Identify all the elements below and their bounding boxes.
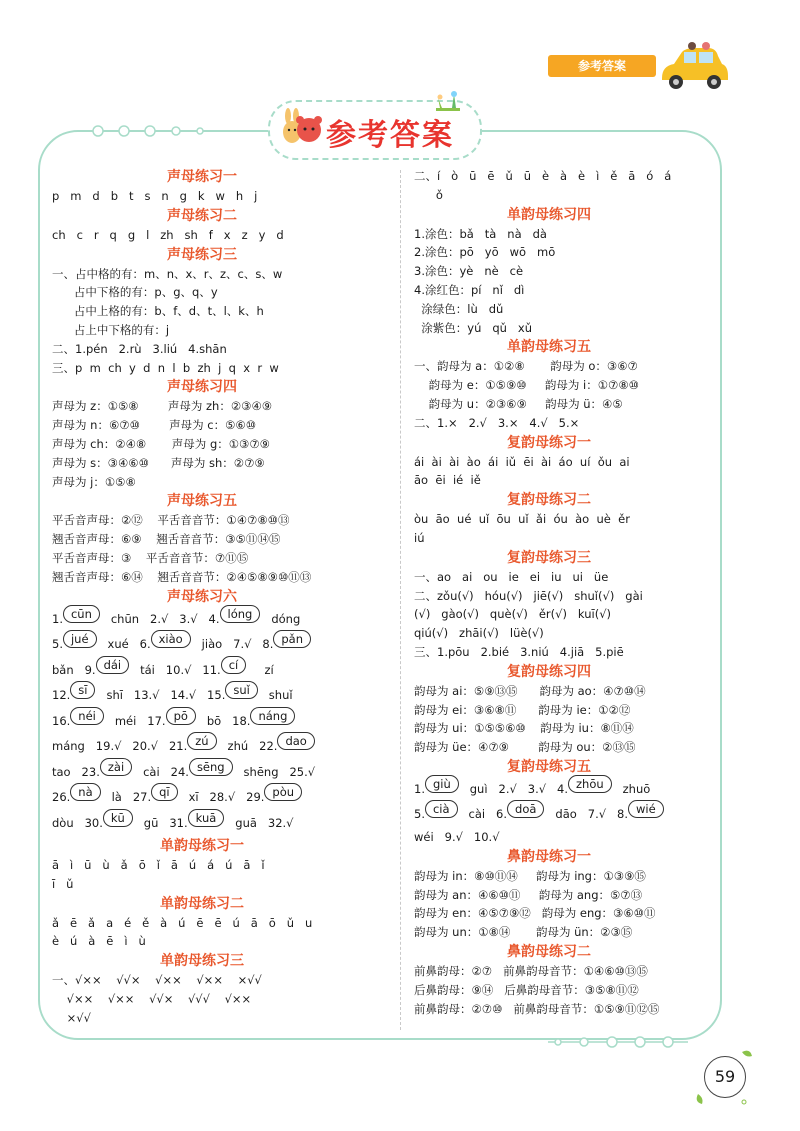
section-heading: 声母练习四	[167, 379, 237, 396]
answer-text: ǒ	[414, 187, 443, 202]
section-heading: 单韵母练习三	[160, 953, 244, 970]
answer-text: shuǐ	[257, 688, 293, 703]
section-heading: 单韵母练习四	[507, 206, 591, 223]
circled-syllable: dái	[96, 656, 130, 674]
answer-line	[52, 302, 392, 321]
answer-text: òu āo ué uǐ ōu uǐ ǎi óu ào uè ěr	[414, 512, 630, 527]
answer-line	[414, 828, 704, 847]
answer-line	[414, 624, 704, 643]
circled-syllable: pō	[166, 707, 196, 725]
right-column	[414, 167, 704, 1018]
circled-syllable: cí	[221, 656, 247, 674]
answer-text: 二、1.× 2.√ 3.× 4.√ 5.×	[414, 415, 580, 430]
answer-line	[52, 632, 392, 658]
answer-text: ái ài ài ào ái iǔ ēi ài áo uí ǒu ai	[414, 454, 630, 469]
circled-syllable: néi	[70, 707, 104, 725]
answer-text: 三、p m ch y d n l b zh j q x r w	[52, 360, 279, 375]
answer-line	[52, 568, 392, 587]
answer-line	[52, 607, 392, 633]
answer-text: 平舌音声母：②⑫ 平舌音音节：①④⑦⑧⑩⑬	[52, 513, 290, 528]
answer-text: bǎn 9.	[52, 662, 96, 677]
section-heading: 声母练习一	[167, 169, 237, 185]
answer-text: gū 31.	[132, 815, 188, 830]
answer-text: zí	[246, 662, 274, 677]
answer-line	[52, 265, 392, 284]
answer-line	[52, 811, 392, 837]
answer-text: cài 24.	[132, 764, 189, 779]
section-heading: 声母练习六	[167, 588, 237, 605]
answer-line	[414, 867, 704, 886]
circled-syllable: kū	[103, 809, 133, 827]
answer-text: guì 2.√ 3.√ 4.	[458, 781, 569, 796]
circled-syllable: pòu	[264, 783, 302, 801]
answer-line	[52, 226, 392, 245]
answer-line	[414, 981, 704, 1000]
answer-line	[52, 321, 392, 340]
answer-line	[52, 785, 392, 811]
answer-text: 平舌音声母：③ 平舌音音节：⑦⑪⑮	[52, 550, 249, 565]
circled-syllable: sēng	[189, 758, 233, 776]
answer-text: √×× √×× √√× √√√ √××	[52, 992, 252, 1007]
answer-line	[52, 914, 392, 933]
answer-line	[414, 510, 704, 529]
answer-text: 3.涂色：yè nè cè	[414, 264, 524, 279]
section-heading: 声母练习二	[167, 207, 237, 224]
decorative-dots-right	[548, 1035, 688, 1049]
answer-text: 5.	[52, 637, 63, 652]
answer-line	[52, 530, 392, 549]
section-heading: 单韵母练习二	[160, 895, 244, 912]
circled-syllable: qī	[151, 783, 178, 801]
answer-line	[414, 453, 704, 472]
answer-text: 韵母为 üe：④⑦⑨ 韵母为 ou：②⑬⑮	[414, 740, 636, 755]
circled-syllable: kuā	[188, 809, 225, 827]
answer-line	[414, 701, 704, 720]
answer-text: 韵母为 ai：⑤⑨⑬⑮ 韵母为 ao：④⑦⑩⑭	[414, 683, 646, 698]
answer-line	[52, 856, 392, 875]
answer-line	[52, 709, 392, 735]
answer-line	[414, 962, 704, 981]
answer-line	[52, 187, 392, 206]
answer-text: tao 23.	[52, 764, 100, 779]
answer-line	[52, 283, 392, 302]
answer-line	[52, 473, 392, 492]
answer-line	[52, 875, 392, 894]
answer-text: xué 6.	[96, 637, 151, 652]
answer-text: ×√√	[52, 1010, 91, 1025]
answer-line	[414, 1000, 704, 1019]
answer-text: 前鼻韵母：②⑦ 前鼻韵母音节：①④⑥⑩⑬⑮	[414, 963, 648, 978]
answer-line	[414, 376, 704, 395]
answer-line	[414, 243, 704, 262]
answer-text: zhú 22.	[216, 739, 278, 754]
answer-line	[414, 281, 704, 300]
circled-syllable: dao	[277, 732, 314, 750]
left-column	[52, 167, 392, 1028]
answer-text: zhuō	[611, 781, 651, 796]
answer-text: 二、zǒu(√) hóu(√) jiē(√) shuǐ(√) gài	[414, 588, 643, 603]
answer-text: 一、韵母为 a：①②⑧ 韵母为 o：③⑥⑦	[414, 359, 638, 374]
answer-text: 韵母为 ei：③⑥⑧⑪ 韵母为 ie：①②⑫	[414, 702, 631, 717]
answer-line	[414, 643, 704, 662]
answer-line	[414, 225, 704, 244]
answer-text: 二、í ò ū ē ǔ ū è à è ì ě ā ó á	[414, 169, 672, 183]
answer-line	[414, 802, 704, 828]
answer-line	[52, 734, 392, 760]
answer-line	[414, 587, 704, 606]
circled-syllable: jué	[63, 630, 97, 648]
section-heading: 复韵母练习五	[507, 758, 591, 775]
answer-text: 占中下格的有：p、g、q、y	[52, 285, 218, 300]
answer-text: 韵母为 un：①⑧⑭ 韵母为 ün：②③⑮	[414, 925, 633, 940]
answer-text: là 27.	[100, 790, 152, 805]
answer-text: xī 28.√ 29.	[177, 790, 265, 805]
answer-line	[414, 414, 704, 433]
answer-line	[414, 167, 704, 186]
answer-text: 12.	[52, 688, 71, 703]
answer-line	[414, 319, 704, 338]
answer-text: ǎ ē ǎ a é ě à ú ē ē ú ā ō ǔ u	[52, 915, 313, 930]
answer-text: 韵母为 e：①⑤⑨⑩ 韵母为 i：①⑦⑧⑩	[414, 378, 639, 393]
section-heading: 单韵母练习五	[507, 339, 591, 356]
answer-line	[52, 397, 392, 416]
answer-text: jiào 7.√ 8.	[190, 637, 274, 652]
answer-text: 一、占中格的有：m、n、x、r、z、c、s、w	[52, 266, 283, 281]
answer-line	[52, 454, 392, 473]
answer-text: 涂绿色：lù dǔ	[414, 301, 504, 316]
answer-text: 二、1.pén 2.rù 3.liú 4.shān	[52, 341, 227, 356]
answer-text: 16.	[52, 713, 71, 728]
answer-text: 声母为 j：①⑤⑧	[52, 474, 136, 489]
answer-line	[414, 777, 704, 803]
answer-line	[414, 886, 704, 905]
section-heading: 鼻韵母练习二	[507, 943, 591, 960]
answer-text: dāo 7.√ 8.	[544, 807, 628, 822]
answer-text: 韵母为 an：④⑥⑩⑪ 韵母为 ang：⑤⑦⑬	[414, 887, 643, 902]
circled-syllable: pǎn	[273, 630, 311, 648]
answer-text: cài 6.	[457, 807, 508, 822]
answer-text: iú	[414, 530, 425, 545]
circled-syllable: cūn	[63, 605, 100, 623]
answer-line	[52, 1009, 392, 1028]
answer-text: 声母为 z：①⑤⑧ 声母为 zh：②③④⑨	[52, 399, 273, 414]
answer-text: 三、1.pōu 2.bié 3.niú 4.jiā 5.piē	[414, 644, 624, 659]
circled-syllable: sī	[70, 681, 95, 699]
answer-text: dóng	[260, 611, 301, 626]
page-number: 59	[704, 1056, 746, 1098]
circled-syllable: suǐ	[225, 681, 257, 699]
answer-text: 26.	[52, 790, 71, 805]
answer-line	[414, 395, 704, 414]
column-divider	[400, 170, 401, 1030]
answer-text: 4.涂红色：pí nǐ dì	[414, 282, 525, 297]
answer-text: 前鼻韵母：②⑦⑩ 前鼻韵母音节：①⑤⑨⑪⑫⑮	[414, 1001, 660, 1016]
answer-text: (√) gào(√) què(√) ěr(√) kuī(√)	[414, 607, 612, 622]
section-heading: 鼻韵母练习一	[507, 848, 591, 865]
answer-line	[414, 357, 704, 376]
section-heading: 复韵母练习四	[507, 663, 591, 680]
answer-line	[52, 549, 392, 568]
section-heading: 复韵母练习三	[507, 549, 591, 566]
answer-text: méi 17.	[103, 713, 166, 728]
answer-text: ch c r q g l zh sh f x z y d	[52, 227, 284, 242]
answer-line	[52, 658, 392, 684]
answer-text: p m d b t s n g k w h j	[52, 189, 258, 203]
circled-syllable: zài	[100, 758, 132, 776]
answer-text: chūn 2.√ 3.√ 4.	[99, 611, 220, 626]
answer-line	[414, 605, 704, 624]
car-icon	[656, 42, 732, 92]
answer-text: qiú(√) zhāi(√) lüè(√)	[414, 626, 544, 641]
answer-line	[414, 904, 704, 923]
answer-text: 韵母为 en：④⑤⑦⑨⑫ 韵母为 eng：③⑥⑩⑪	[414, 906, 656, 921]
answer-line	[52, 760, 392, 786]
section-heading: 声母练习三	[167, 246, 237, 263]
answer-text: è ú à ē ì ù	[52, 934, 146, 949]
section-heading: 复韵母练习一	[507, 434, 591, 451]
answer-line	[52, 511, 392, 530]
circled-syllable: náng	[250, 707, 295, 725]
answer-line	[414, 568, 704, 587]
page-title: 参考答案	[326, 118, 454, 153]
answer-line	[52, 932, 392, 951]
answer-line	[414, 719, 704, 738]
answer-text: bō 18.	[195, 713, 251, 728]
circled-syllable: wié	[628, 800, 664, 818]
answer-line	[52, 340, 392, 359]
circled-syllable: cià	[425, 800, 458, 818]
answer-text: 2.涂色：pō yō wō mō	[414, 245, 556, 260]
answer-line	[414, 682, 704, 701]
answer-text: 韵母为 ui：①⑤⑤⑥⑩ 韵母为 iu：⑧⑪⑭	[414, 721, 634, 736]
answer-text: 翘舌音声母：⑥⑭ 翘舌音音节：②④⑤⑧⑨⑩⑪⑬	[52, 569, 312, 584]
plant-icon	[428, 88, 468, 114]
answer-text: 一、ao ai ou ie ei iu ui üe	[414, 569, 609, 584]
circled-syllable: lóng	[220, 605, 261, 623]
answer-text: 韵母为 in：⑧⑩⑪⑭ 韵母为 ing：①③⑨⑮	[414, 868, 646, 883]
bear-mascots-icon	[278, 108, 324, 148]
section-heading: 复韵母练习二	[507, 492, 591, 509]
answer-text: 后鼻韵母：⑨⑭ 后鼻韵母音节：③⑤⑧⑪⑫	[414, 982, 639, 997]
circled-syllable: zhōu	[568, 775, 612, 793]
answer-line	[52, 416, 392, 435]
answer-line	[52, 990, 392, 1009]
decorative-dots-left	[84, 124, 210, 138]
answer-text: wéi 9.√ 10.√	[414, 829, 500, 844]
answer-text: ī ǔ	[52, 876, 74, 891]
answer-line	[414, 471, 704, 490]
answer-text: 占上中下格的有：j	[52, 322, 170, 337]
answer-line	[414, 300, 704, 319]
answer-text: 1.	[52, 611, 63, 626]
answer-text: shēng 25.√	[232, 764, 316, 779]
answer-key-badge: 参考答案	[548, 55, 656, 77]
answer-line	[52, 359, 392, 378]
answer-line	[414, 923, 704, 942]
answer-line	[52, 971, 392, 990]
circled-syllable: doā	[507, 800, 544, 818]
circled-syllable: xiào	[151, 630, 191, 648]
answer-text: tái 10.√ 11.	[129, 662, 221, 677]
answer-text: 占中上格的有：b、f、d、t、l、k、h	[52, 304, 264, 319]
circled-syllable: giù	[425, 775, 459, 793]
answer-text: shī 13.√ 14.√ 15.	[95, 688, 226, 703]
section-heading: 声母练习五	[167, 493, 237, 510]
answer-line	[414, 186, 704, 205]
answer-line	[52, 435, 392, 454]
answer-text: 翘舌音声母：⑥⑨ 翘舌音音节：③⑤⑪⑭⑮	[52, 532, 281, 547]
answer-line	[414, 262, 704, 281]
answer-text: 声母为 ch：②④⑧ 声母为 g：①③⑦⑨	[52, 436, 270, 451]
answer-text: guā 32.√	[224, 815, 294, 830]
answer-text: āo ēi ié iě	[414, 473, 481, 488]
section-heading: 单韵母练习一	[160, 838, 244, 855]
answer-text: 涂紫色：yú qǔ xǔ	[414, 320, 533, 335]
answer-text: máng 19.√ 20.√ 21.	[52, 739, 188, 754]
answer-line	[414, 738, 704, 757]
answer-text: 声母为 s：③④⑥⑩ 声母为 sh：②⑦⑨	[52, 455, 265, 470]
answer-text: dòu 30.	[52, 815, 103, 830]
circled-syllable: nà	[70, 783, 100, 801]
answer-text: 5.	[414, 807, 425, 822]
answer-text: ā ì ū ù ǎ ō ǐ ā ú á ú ā ǐ	[52, 858, 265, 873]
answer-line	[414, 529, 704, 548]
answer-text: 声母为 n：⑥⑦⑩ 声母为 c：⑤⑥⑩	[52, 418, 257, 433]
answer-text: 1.	[414, 781, 425, 796]
answer-text: 韵母为 u：②③⑥⑨ 韵母为 ü：④⑤	[414, 396, 623, 411]
answer-text: 一、√×× √√× √×× √×× ×√√	[52, 973, 262, 988]
answer-line	[52, 683, 392, 709]
answer-text: 1.涂色：bǎ tà nà dà	[414, 226, 547, 241]
circled-syllable: zú	[187, 732, 216, 750]
